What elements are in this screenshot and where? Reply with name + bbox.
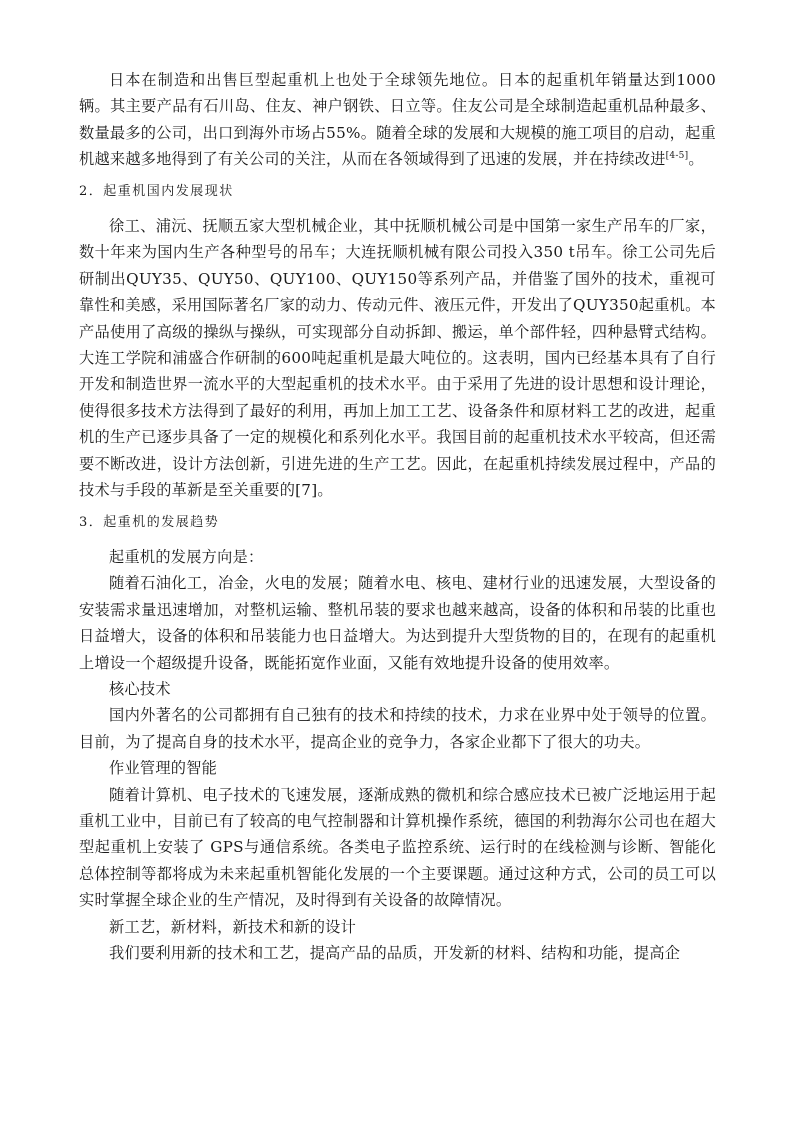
paragraph-japan-cranes: 日本在制造和出售巨型起重机上也处于全球领先地位。日本的起重机年销量达到1000辆。其主要产品有石川岛、住友、神户钢铁、日立等。住友公司是全球制造起重机品种最多、数量最多的公司，出口到海外市场占55%。随着全球的发展和大规模的施工项目的启动，起重机越来越多地得到了有关公司的关注，从而在各领域得到了迅速的发展，并在持续改进[4-5]。 (79, 71, 716, 169)
paragraph-large-equipment: 随着石油化工，冶金，火电的发展；随着水电、核电、建材行业的迅速发展，大型设备的安装需求量迅速增加，对整机运输、整机吊装的要求也越来越高，设备的体积和吊装的比重也日益增大，设备的体积和吊装能力也日益增大。为达到提升大型货物的目的，在现有的起重机上增设一个超级提升设备，既能拓宽作业面，又能有效地提升设备的使用效率。 (79, 574, 716, 672)
paragraph-intelligent-management: 随着计算机、电子技术的飞速发展，逐渐成熟的微机和综合感应技术已被广泛地运用于起重机工业中，目前已有了较高的电气控制器和计算机操作系统，德国的利勃海尔公司也在超大型起重机上安装了 GPS与通信系统。各类电子监控系统、运行时的在线检测与诊断、智能化总体控制等都将成为未来起重机智能化发展的一个主要课题。通过这种方式，公司的员工可以实时掌握全球企业的生产情况，及时得到有关设备的故障情况。 (79, 785, 716, 910)
paragraph-new-tech: 我们要利用新的技术和工艺，提高产品的品质，开发新的材料、结构和功能，提高企 (109, 944, 681, 962)
subheading-core-tech: 核心技术 (109, 679, 171, 698)
subheading-intelligent-management: 作业管理的智能 (109, 759, 218, 778)
document-page (79, 67, 716, 966)
subheading-new-tech: 新工艺，新材料，新技术和新的设计 (109, 917, 356, 936)
section-heading-domestic: 2．起重机国内发展现状 (79, 183, 234, 199)
section-heading-trends: 3．起重机的发展趋势 (79, 514, 220, 530)
citation-ref: [4-5] (665, 151, 689, 162)
paragraph-direction-intro: 起重机的发展方向是： (109, 547, 264, 566)
paragraph-core-tech: 国内外著名的公司都拥有自己独有的技术和持续的技术，力求在业界中处于领导的位置。目前，为了提高自身的技术水平，提高企业的竞争力，各家企业都下了很大的功夫。 (79, 706, 716, 751)
paragraph-domestic-status: 徐工、浦沅、抚顺五家大型机械企业，其中抚顺机械公司是中国第一家生产吊车的厂家，数十年来为国内生产各种型号的吊车；大连抚顺机械有限公司投入350 t吊车。徐工公司先后研制出QUY35、QUY50、QUY100、QUY150等系列产品，并借鉴了国外的技术，重视可靠性和美感，采用国际著名厂家的动力、传动元件、液压元件，开发出了QUY350起重机。本产品使用了高级的操纵与操纵，可实现部分自动拆卸、搬运，单个部件轻，四种悬臂式结构。大连工学院和浦盛合作研制的600吨起重机是最大吨位的。这表明，国内已经基本具有了自行开发和制造世界一流水平的大型起重机的技术水平。由于采用了先进的设计思想和设计理论，使得很多技术方法得到了最好的利用，再加上加工工艺、设备条件和原材料工艺的改进，起重机的生产已逐步具备了一定的规模化和系列化水平。我国目前的起重机技术水平较高，但还需要不断改进，设计方法创新，引进先进的生产工艺。因此，在起重机持续发展过程中，产品的技术与手段的革新是至关重要的[7]。 (79, 217, 716, 500)
